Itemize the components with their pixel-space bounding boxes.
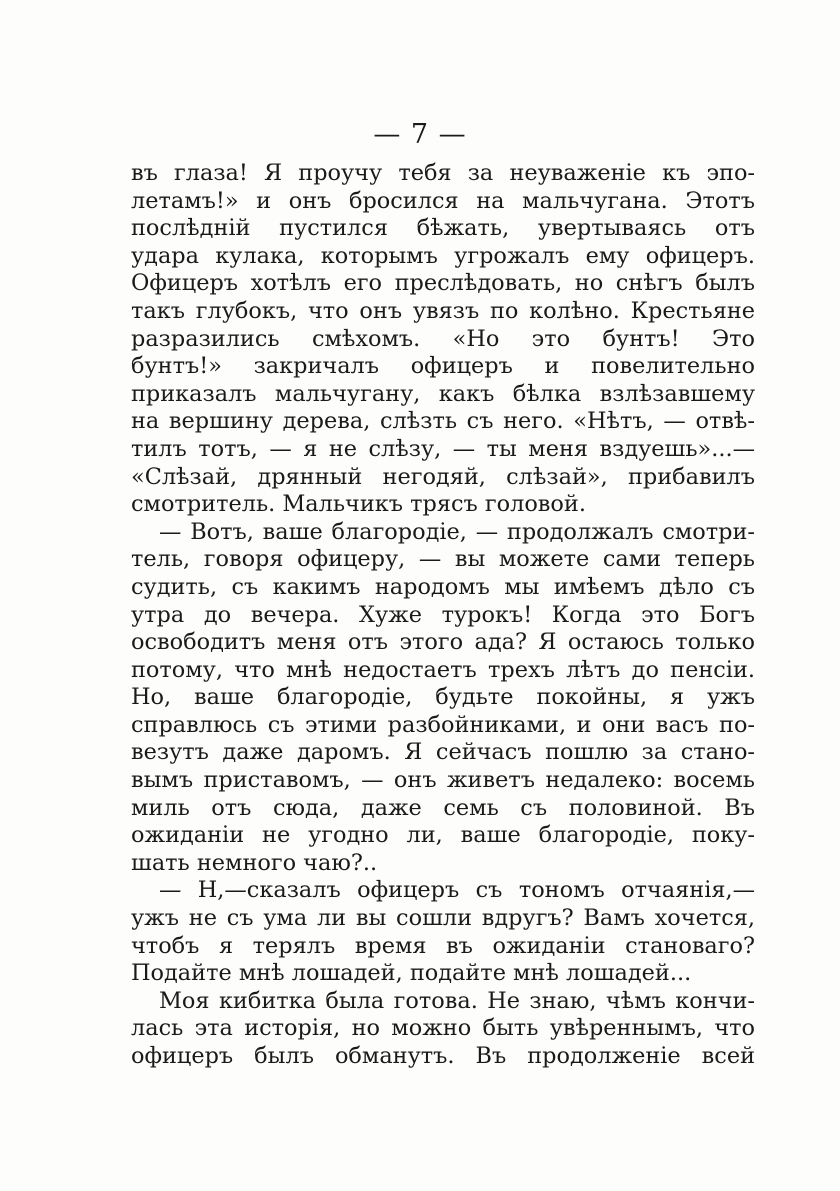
- paragraph-2: [131, 519, 755, 878]
- text-line: Офицеръ хотѣлъ его преслѣдовать, но снѣгъ былъ: [131, 270, 755, 297]
- text-line: тилъ тотъ, — я не слѣзу, — ты меня вздуешь»...—: [131, 435, 755, 462]
- text-line: удара кулака, которымъ угрожалъ ему офицеръ.: [131, 242, 755, 269]
- text-line: везутъ даже даромъ. Я сейчасъ пошлю за стано-: [131, 739, 755, 766]
- text-line: лась эта исторія, но можно быть увѣреннымъ, что: [131, 1015, 755, 1042]
- text-line: судить, съ какимъ народомъ мы имѣемъ дѣло съ: [131, 573, 755, 600]
- text-line: приказалъ мальчугану, какъ бѣлка взлѣзавшему: [131, 380, 755, 407]
- text-line: смотритель. Мальчикъ трясъ головой.: [131, 491, 586, 518]
- text-line: Моя кибитка была готова. Не знаю, чѣмъ кончи-: [159, 987, 755, 1014]
- text-line: въ глаза! Я проучу тебя за неуваженіе къ эпо-: [131, 160, 755, 186]
- paragraph-4: [131, 988, 755, 1071]
- body-text: [131, 160, 755, 1071]
- text-line: ожиданіи не угодно ли, ваше благородіе, поку-: [131, 822, 755, 849]
- text-line: — Вотъ, ваше благородіе, — продолжалъ смотри-: [159, 518, 755, 545]
- text-line: — Н,—сказалъ офицеръ съ тономъ отчаянія,—: [159, 877, 755, 904]
- page-number: — 7 —: [373, 119, 467, 150]
- text-line: справлюсь съ этими разбойниками, и они васъ по-: [131, 711, 755, 738]
- text-line: тель, говоря офицеру, — вы можете сами теперь: [131, 546, 755, 573]
- text-line: вымъ приставомъ, — онъ живетъ недалеко: восемь: [131, 767, 755, 794]
- text-line: разразились смѣхомъ. «Но это бунтъ! Это: [131, 325, 755, 352]
- text-line: ужъ не съ ума ли вы сошли вдругъ? Вамъ хочется,: [131, 905, 755, 932]
- text-line: «Слѣзай, дрянный негодяй, слѣзай», прибавилъ: [131, 463, 755, 490]
- paragraph-3: [131, 877, 755, 987]
- text-line: чтобъ я терялъ время въ ожиданіи становаго?: [131, 932, 755, 959]
- text-line: послѣдній пустился бѣжать, увертываясь отъ: [131, 215, 755, 242]
- text-line: офицеръ былъ обманутъ. Въ продолженіе всей: [131, 1043, 755, 1069]
- text-line: летамъ!» и онъ бросился на мальчугана. Этотъ: [131, 187, 755, 214]
- text-line: такъ глубокъ, что онъ увязъ по колѣно. Крестьяне: [131, 297, 755, 324]
- text-line: миль отъ сюда, даже семь съ половиной. Въ: [131, 794, 755, 821]
- text-line: Но, ваше благородіе, будьте покойны, я ужъ: [131, 684, 755, 711]
- paragraph-1: [131, 160, 755, 519]
- text-line: утра до вечера. Хуже турокъ! Когда это Богъ: [131, 601, 755, 628]
- text-line: бунтъ!» закричалъ офицеръ и повелительно: [131, 353, 755, 380]
- text-line: освободитъ меня отъ этого ада? Я остаюсь только: [131, 629, 755, 656]
- text-line: потому, что мнѣ недостаетъ трехъ лѣтъ до пенсіи.: [131, 656, 755, 683]
- text-line: шать немного чаю?..: [131, 849, 378, 876]
- text-line: на вершину дерева, слѣзть съ него. «Нѣтъ, — отвѣ-: [131, 408, 755, 435]
- text-line: Подайте мнѣ лошадей, подайте мнѣ лошадей...: [131, 960, 692, 987]
